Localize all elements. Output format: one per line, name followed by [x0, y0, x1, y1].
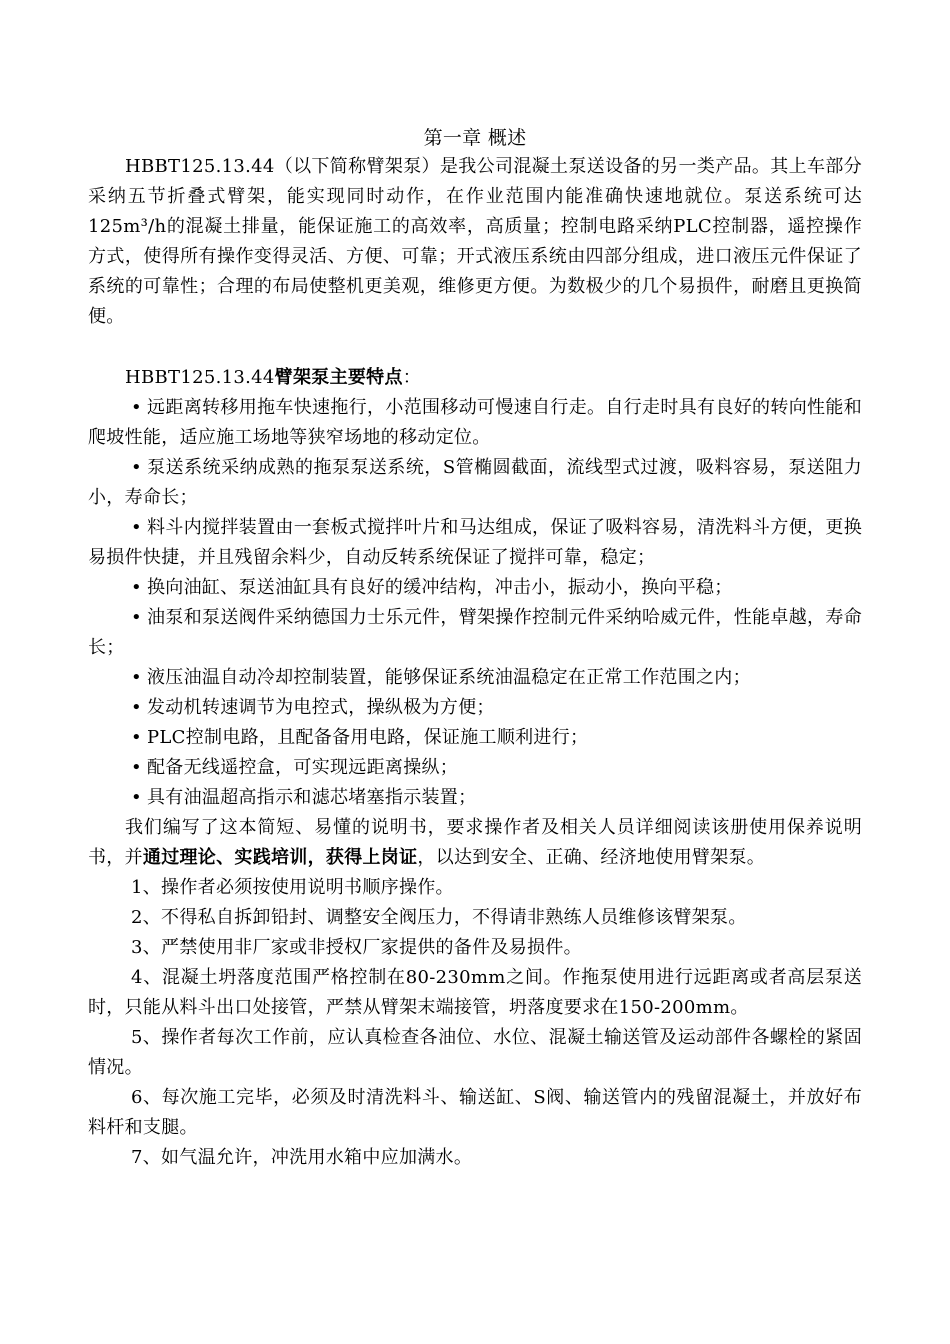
- feature-text: PLC控制电路，且配备备用电路，保证施工顺利进行；: [147, 727, 589, 748]
- feature-item: [88, 753, 862, 783]
- feature-text: 换向油缸、泵送油缸具有良好的缓冲结构，冲击小，振动小，换向平稳；: [147, 577, 733, 598]
- bullet-icon: •: [131, 577, 142, 598]
- feature-item: [88, 663, 862, 693]
- feature-text: 远距离转移用拖车快速拖行，小范围移动可慢速自行走。自行走时具有良好的转向性能和爬坡性能，适应施工场地等狭窄场地的移动定位。: [88, 397, 862, 448]
- rule-item: 4、混凝土坍落度范围严格控制在80-230mm之间。作拖泵使用进行远距离或者高层泵送时，只能从料斗出口处接管，严禁从臂架末端接管，坍落度要求在150-200mm。: [88, 967, 862, 1018]
- bullet-icon: •: [131, 457, 142, 478]
- bullet-icon: •: [131, 607, 142, 628]
- bullet-icon: •: [131, 757, 142, 778]
- feature-item: [88, 453, 862, 513]
- features-heading-label: 臂架泵主要特点: [274, 367, 403, 388]
- manual-note-emphasis: 通过理论、实践培训，获得上岗证: [142, 847, 418, 868]
- bullet-icon: •: [131, 517, 142, 538]
- features-heading-colon: ：: [402, 367, 422, 388]
- intro-paragraph: HBBT125.13.44（以下简称臂架泵）是我公司混凝土泵送设备的另一类产品。其上车部分采纳五节折叠式臂架，能实现同时动作，在作业范围内能准确快速地就位。泵送系统可达125m³/h的混凝土排量，能保证施工的高效率，高质量；控制电路采纳PLC控制器，遥控操作方式，使得所有操作变得灵活、方便、可靠；开式液压系统由四部分组成，进口液压元件保证了系统的可靠性；合理的布局使整机更美观，维修更方便。为数极少的几个易损件，耐磨且更换简便。: [88, 156, 862, 327]
- features-heading: [88, 363, 862, 393]
- bullet-icon: •: [131, 397, 142, 418]
- bullet-icon: •: [131, 667, 142, 688]
- rule-item: 3、严禁使用非厂家或非授权厂家提供的备件及易损件。: [131, 937, 582, 958]
- feature-text: 油泵和泵送阀件采纳德国力士乐元件，臂架操作控制元件采纳哈威元件，性能卓越，寿命长；: [88, 607, 862, 658]
- feature-text: 配备无线遥控盒，可实现远距离操纵；: [147, 757, 459, 778]
- bullet-icon: •: [131, 697, 142, 718]
- chapter-title: 第一章 概述: [423, 127, 527, 149]
- feature-item: [88, 393, 862, 453]
- rule-item: 5、操作者每次工作前，应认真检查各油位、水位、混凝土输送管及运动部件各螺栓的紧固情况。: [88, 1027, 862, 1078]
- bullet-icon: •: [131, 727, 142, 748]
- feature-text: 料斗内搅拌装置由一套板式搅拌叶片和马达组成，保证了吸料容易，清洗料斗方便，更换易损件快捷，并且残留余料少，自动反转系统保证了搅拌可靠，稳定；: [88, 517, 862, 568]
- rule-item: 1、操作者必须按使用说明书顺序操作。: [131, 877, 454, 898]
- manual-note-after: ，以达到安全、正确、经济地使用臂架泵。: [417, 847, 766, 868]
- blank-line: [88, 332, 862, 363]
- feature-text: 液压油温自动冷却控制装置，能够保证系统油温稳定在正常工作范围之内；: [147, 667, 751, 688]
- feature-item: [88, 603, 862, 663]
- manual-note-paragraph: [88, 813, 862, 873]
- bullet-icon: •: [131, 787, 142, 808]
- feature-item: [88, 783, 862, 813]
- feature-item: [88, 723, 862, 753]
- feature-item: [88, 513, 862, 573]
- features-heading-model: HBBT125.13.44: [125, 367, 275, 388]
- rule-item: 2、不得私自拆卸铅封、调整安全阀压力，不得请非熟练人员维修该臂架泵。: [131, 907, 747, 928]
- feature-text: 具有油温超高指示和滤芯堵塞指示装置；: [147, 787, 477, 808]
- manual-note-before: 我们编写了这本简短、易懂的说明书，要求操作者及相关人员详细阅读该册使用保养说明书，并: [88, 817, 862, 868]
- feature-item: [88, 573, 862, 603]
- rule-item: 7、如气温允许，冲洗用水箱中应加满水。: [131, 1147, 473, 1168]
- feature-text: 发动机转速调节为电控式，操纵极为方便；: [147, 697, 495, 718]
- feature-item: [88, 693, 862, 723]
- feature-text: 泵送系统采纳成熟的拖泵泵送系统，S管椭圆截面，流线型式过渡，吸料容易，泵送阻力小，寿命长；: [88, 457, 862, 508]
- document-page: [88, 124, 862, 1173]
- rule-item: 6、每次施工完毕，必须及时清洗料斗、输送缸、S阀、输送管内的残留混凝土，并放好布料杆和支腿。: [88, 1087, 862, 1138]
